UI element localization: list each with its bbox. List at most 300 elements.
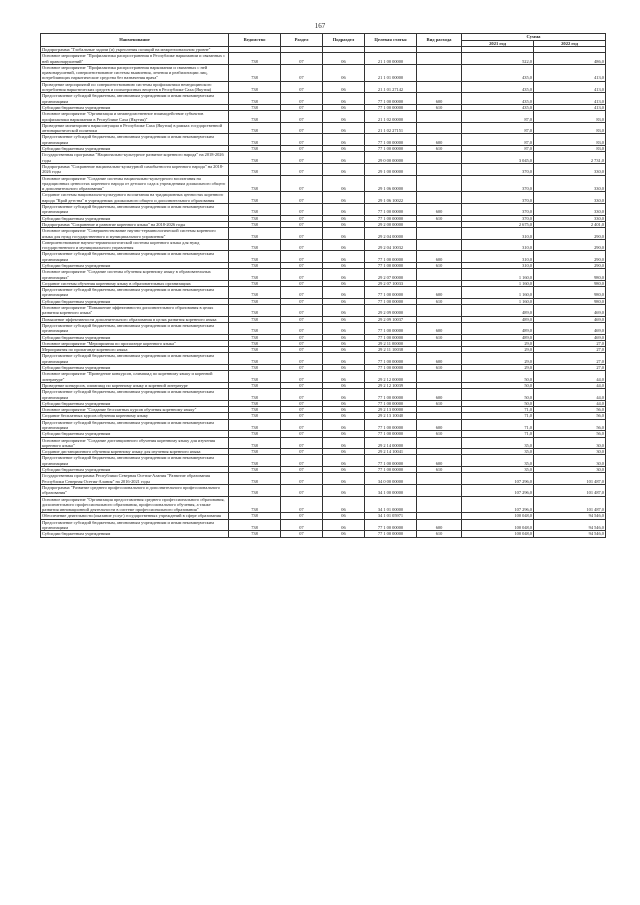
cell-section: 07 — [281, 419, 323, 431]
cell-target: 77 1 00 00000 — [365, 455, 417, 467]
cell-target: 77 1 00 00000 — [365, 431, 417, 437]
cell-ministry: 738 — [229, 322, 281, 334]
cell-section: 07 — [281, 389, 323, 401]
cell-ministry: 738 — [229, 407, 281, 413]
cell-section: 07 — [281, 269, 323, 281]
cell-target: 34 1 00 00000 — [365, 484, 417, 496]
cell-subsection: 06 — [323, 340, 365, 346]
header-target: Целевая статья — [365, 34, 417, 47]
cell-expense-type: 600 — [417, 204, 462, 216]
cell-expense-type — [417, 53, 462, 65]
cell-target: 77 1 00 00000 — [365, 204, 417, 216]
cell-2021: 489,0 — [462, 322, 534, 334]
cell-section: 07 — [281, 449, 323, 455]
cell-target: 77 1 00 00000 — [365, 400, 417, 406]
cell-2021: 370,0 — [462, 175, 534, 192]
cell-section: 07 — [281, 316, 323, 322]
cell-ministry: 738 — [229, 93, 281, 105]
table-row — [41, 93, 606, 105]
cell-2021: 1 160,0 — [462, 280, 534, 286]
cell-target: 29 2 07 10033 — [365, 280, 417, 286]
cell-2021: 489,0 — [462, 305, 534, 317]
cell-section: 07 — [281, 322, 323, 334]
cell-name: Основное мероприятие "Мероприятия по пропаганде коренного языка" — [41, 340, 229, 346]
cell-2021: 100 048,0 — [462, 513, 534, 519]
cell-subsection: 06 — [323, 413, 365, 419]
cell-2022: 30,0 — [534, 437, 606, 449]
cell-2021: 1 160,0 — [462, 298, 534, 304]
cell-subsection: 06 — [323, 519, 365, 531]
cell-target: 77 1 00 00000 — [365, 146, 417, 152]
cell-ministry: 738 — [229, 215, 281, 221]
cell-name: Субсидии бюджетным учреждениям — [41, 334, 229, 340]
cell-target: 29 2 00 00000 — [365, 221, 417, 227]
cell-2022: 469,0 — [534, 316, 606, 322]
cell-2022: 44,0 — [534, 400, 606, 406]
cell-ministry: 738 — [229, 334, 281, 340]
cell-section: 07 — [281, 146, 323, 152]
cell-expense-type: 600 — [417, 419, 462, 431]
cell-name: Основное мероприятие "Повышение эффективности дополнительного образования в целях развития коренного языка" — [41, 305, 229, 317]
cell-subsection: 06 — [323, 215, 365, 221]
cell-expense-type: 610 — [417, 146, 462, 152]
table-row — [41, 204, 606, 216]
table-row — [41, 437, 606, 449]
cell-section: 07 — [281, 400, 323, 406]
cell-subsection: 06 — [323, 134, 365, 146]
cell-name: Предоставление субсидий бюджетным, автономным учреждениям и иным некоммерческим организациям — [41, 353, 229, 365]
cell-2022: 83,0 — [534, 134, 606, 146]
cell-section: 07 — [281, 251, 323, 263]
cell-target: 77 1 00 00000 — [365, 467, 417, 473]
cell-2022: 83,0 — [534, 122, 606, 134]
cell-2021: 71,0 — [462, 407, 534, 413]
cell-section: 07 — [281, 93, 323, 105]
cell-subsection: 06 — [323, 192, 365, 204]
cell-name: Предоставление субсидий бюджетным, автономным учреждениям и иным некоммерческим организациям — [41, 389, 229, 401]
cell-subsection: 06 — [323, 419, 365, 431]
cell-subsection: 06 — [323, 347, 365, 353]
cell-subsection: 06 — [323, 389, 365, 401]
cell-target: 21 1 01 00000 — [365, 64, 417, 81]
cell-target: 21 1 01 27142 — [365, 81, 417, 93]
cell-subsection: 06 — [323, 251, 365, 263]
cell-section: 07 — [281, 204, 323, 216]
cell-name: Основное мероприятие "Создание системы обучения коренному языку в образовательных организациях" — [41, 269, 229, 281]
cell-name: Предоставление субсидий бюджетным, автономным учреждениям и иным некоммерческим организациям — [41, 419, 229, 431]
cell-2022: 101 487,0 — [534, 496, 606, 513]
cell-expense-type — [417, 81, 462, 93]
table-row — [41, 239, 606, 251]
cell-expense-type — [417, 64, 462, 81]
table-row — [41, 269, 606, 281]
cell-section: 07 — [281, 163, 323, 175]
cell-ministry: 738 — [229, 221, 281, 227]
table-row — [41, 163, 606, 175]
cell-ministry: 738 — [229, 316, 281, 322]
cell-section: 07 — [281, 64, 323, 81]
table-row — [41, 419, 606, 431]
cell-subsection: 06 — [323, 269, 365, 281]
cell-2021: 1 160,0 — [462, 269, 534, 281]
cell-2022: 27,0 — [534, 340, 606, 346]
budget-table — [40, 33, 606, 538]
cell-subsection: 06 — [323, 365, 365, 371]
cell-subsection: 06 — [323, 262, 365, 268]
cell-ministry: 738 — [229, 365, 281, 371]
cell-subsection: 06 — [323, 204, 365, 216]
cell-section: 07 — [281, 152, 323, 164]
cell-ministry: 738 — [229, 347, 281, 353]
cell-target: 77 1 00 00000 — [365, 353, 417, 365]
cell-section: 07 — [281, 175, 323, 192]
cell-name: Создание бесплатных курсов обучения коренному языку — [41, 413, 229, 419]
cell-section: 07 — [281, 334, 323, 340]
cell-subsection: 06 — [323, 239, 365, 251]
cell-2022: 94 546,0 — [534, 531, 606, 537]
header-name: Наименование — [41, 34, 229, 47]
cell-name: Основное мероприятие "Организация предоставления среднего профессионального образования, дополнительного профессионального образования, профессионального обучения, а также развития инновационной деятельности в системе профессионального образования" — [41, 496, 229, 513]
cell-expense-type: 600 — [417, 134, 462, 146]
cell-ministry: 738 — [229, 262, 281, 268]
cell-subsection: 06 — [323, 496, 365, 513]
cell-target: 29 2 12 00000 — [365, 371, 417, 383]
cell-section: 07 — [281, 81, 323, 93]
table-row — [41, 484, 606, 496]
cell-ministry: 738 — [229, 104, 281, 110]
cell-ministry: 738 — [229, 228, 281, 240]
cell-ministry: 738 — [229, 455, 281, 467]
cell-section: 07 — [281, 305, 323, 317]
cell-name: Предоставление субсидий бюджетным, автономным учреждениям и иным некоммерческим организациям — [41, 251, 229, 263]
cell-2022: 486,0 — [534, 53, 606, 65]
cell-ministry: 738 — [229, 419, 281, 431]
cell-target: 77 1 00 00000 — [365, 251, 417, 263]
cell-ministry: 738 — [229, 111, 281, 123]
cell-target: 77 1 00 00000 — [365, 215, 417, 221]
cell-target: 77 1 00 00000 — [365, 134, 417, 146]
cell-2022: 980,0 — [534, 287, 606, 299]
page-number: 167 — [314, 22, 326, 30]
cell-ministry: 738 — [229, 437, 281, 449]
table-row — [41, 122, 606, 134]
cell-target: 29 2 11 10038 — [365, 347, 417, 353]
cell-subsection: 06 — [323, 353, 365, 365]
cell-target: 77 1 00 00000 — [365, 334, 417, 340]
cell-2022: 980,0 — [534, 269, 606, 281]
cell-name: Предоставление субсидий бюджетным, автономным учреждениям и иным некоммерческим организациям — [41, 519, 229, 531]
table-row — [41, 152, 606, 164]
cell-2021: 370,0 — [462, 192, 534, 204]
cell-expense-type: 600 — [417, 287, 462, 299]
cell-target: 34 1 01 00000 — [365, 496, 417, 513]
table-row — [41, 111, 606, 123]
cell-expense-type — [417, 111, 462, 123]
cell-name: Создание системы обучения коренному языку в образовательных организациях — [41, 280, 229, 286]
cell-2022: 101 487,0 — [534, 484, 606, 496]
table-row — [41, 322, 606, 334]
cell-2022: 469,0 — [534, 305, 606, 317]
cell-target: 21 1 00 00000 — [365, 53, 417, 65]
table-row — [41, 175, 606, 192]
cell-2022: 44,0 — [534, 389, 606, 401]
cell-subsection: 06 — [323, 513, 365, 519]
cell-expense-type — [417, 122, 462, 134]
table-row — [41, 53, 606, 65]
cell-2021: 87,0 — [462, 122, 534, 134]
cell-expense-type — [417, 175, 462, 192]
cell-ministry: 738 — [229, 64, 281, 81]
cell-target: 29 2 11 00000 — [365, 340, 417, 346]
cell-2021: 100 048,0 — [462, 519, 534, 531]
cell-section: 07 — [281, 53, 323, 65]
cell-2022: 30,0 — [534, 455, 606, 467]
cell-target: 77 1 00 00000 — [365, 519, 417, 531]
cell-expense-type: 600 — [417, 353, 462, 365]
cell-2021: 50,0 — [462, 389, 534, 401]
cell-target: 29 2 14 00000 — [365, 437, 417, 449]
cell-subsection: 06 — [323, 280, 365, 286]
cell-target: 77 1 00 00000 — [365, 262, 417, 268]
header-year-2022: 2022 год — [534, 40, 606, 47]
table-row — [41, 305, 606, 317]
cell-name: Субсидии бюджетным учреждениям — [41, 146, 229, 152]
cell-2022: 330,0 — [534, 163, 606, 175]
cell-2022: 56,0 — [534, 407, 606, 413]
table-body — [41, 47, 606, 538]
cell-2022: 469,0 — [534, 334, 606, 340]
cell-name: Создание системы национально-культурного воспитания на традиционных ценностях коренного народа "Край детства" в учреждениях дошкольного общего и дополнительного образования — [41, 192, 229, 204]
table-row — [41, 389, 606, 401]
cell-ministry: 738 — [229, 496, 281, 513]
cell-2022: 56,0 — [534, 419, 606, 431]
cell-ministry: 738 — [229, 519, 281, 531]
cell-section: 07 — [281, 371, 323, 383]
cell-name: Государственная программа "Национально-культурное развитие коренного народа" на 2018-2026 годы — [41, 152, 229, 164]
cell-2022: 27,0 — [534, 347, 606, 353]
table-row — [41, 473, 606, 485]
table-row — [41, 134, 606, 146]
cell-2021: 370,0 — [462, 215, 534, 221]
cell-2021: 87,0 — [462, 134, 534, 146]
cell-name: Проведение конкурсов, олимпиад по коренному языку и коренной литературе — [41, 382, 229, 388]
cell-name: Субсидии бюджетным учреждениям — [41, 262, 229, 268]
cell-2022: 101 487,0 — [534, 473, 606, 485]
cell-2022: 94 546,0 — [534, 519, 606, 531]
cell-subsection: 06 — [323, 163, 365, 175]
cell-target: 77 1 00 00000 — [365, 287, 417, 299]
header-ministry: Ведомство — [229, 34, 281, 47]
cell-expense-type: 610 — [417, 531, 462, 537]
cell-name: Субсидии бюджетным учреждениям — [41, 431, 229, 437]
table-row — [41, 353, 606, 365]
cell-target: 29 2 09 00000 — [365, 305, 417, 317]
cell-expense-type: 610 — [417, 431, 462, 437]
cell-ministry: 738 — [229, 449, 281, 455]
cell-section: 07 — [281, 496, 323, 513]
cell-name: Субсидии бюджетным учреждениям — [41, 467, 229, 473]
cell-target: 29 1 06 10022 — [365, 192, 417, 204]
cell-ministry: 738 — [229, 204, 281, 216]
cell-section: 07 — [281, 215, 323, 221]
cell-expense-type — [417, 192, 462, 204]
header-subsection: Подраздел — [323, 34, 365, 47]
cell-name: Основное мероприятие "Проведение конкурсов, олимпиад по коренному языку и коренной литературе" — [41, 371, 229, 383]
cell-subsection: 06 — [323, 371, 365, 383]
cell-name: Предоставление субсидий бюджетным, автономным учреждениям и иным некоммерческим организациям — [41, 455, 229, 467]
cell-2021: 35,0 — [462, 449, 534, 455]
cell-name: Предоставление субсидий бюджетным, автономным учреждениям и иным некоммерческим организациям — [41, 204, 229, 216]
cell-2021: 2 675,0 — [462, 221, 534, 227]
cell-ministry: 738 — [229, 473, 281, 485]
cell-2021: 29,0 — [462, 353, 534, 365]
cell-name: Обеспечение деятельности (оказание услуг) государственных учреждений в сфере образования — [41, 513, 229, 519]
cell-subsection: 06 — [323, 334, 365, 340]
cell-section: 07 — [281, 431, 323, 437]
cell-target: 77 1 00 00000 — [365, 322, 417, 334]
cell-name: Подпрограмма "Развитие среднего профессионального и дополнительного профессионального образования" — [41, 484, 229, 496]
cell-expense-type: 610 — [417, 215, 462, 221]
cell-section: 07 — [281, 513, 323, 519]
cell-name: Подпрограмма "Глобальные задачи (и) укрепления позиций на межрегиональном уровне" — [41, 47, 229, 53]
cell-2022: 413,0 — [534, 104, 606, 110]
cell-name: Субсидии бюджетным учреждениям — [41, 215, 229, 221]
cell-2021: 29,0 — [462, 365, 534, 371]
cell-ministry: 738 — [229, 163, 281, 175]
cell-ministry: 738 — [229, 382, 281, 388]
cell-name: Проведение мероприятий по совершенствованию системы профилактики немедицинского потребления наркотических средств и психотропных веществ в Республике Саха (Якутия) — [41, 81, 229, 93]
cell-name: Создание дистанционного обучения коренному языку для изучения коренного языка — [41, 449, 229, 455]
cell-ministry: 738 — [229, 531, 281, 537]
cell-subsection: 06 — [323, 175, 365, 192]
cell-2021: 29,0 — [462, 347, 534, 353]
cell-name: Предоставление субсидий бюджетным, автономным учреждениям и иным некоммерческим организациям — [41, 134, 229, 146]
cell-name: Основное мероприятие "Создание бесплатных курсов обучения коренному языку" — [41, 407, 229, 413]
cell-target: 77 1 00 00000 — [365, 298, 417, 304]
cell-ministry: 738 — [229, 371, 281, 383]
cell-2021: 435,0 — [462, 93, 534, 105]
cell-2021: 435,0 — [462, 81, 534, 93]
cell-ministry: 738 — [229, 53, 281, 65]
cell-section: 07 — [281, 280, 323, 286]
cell-2021: 370,0 — [462, 204, 534, 216]
table-row — [41, 251, 606, 263]
cell-ministry: 738 — [229, 269, 281, 281]
cell-ministry: 738 — [229, 467, 281, 473]
header-expense-type: Вид расхода — [417, 34, 462, 47]
cell-subsection: 06 — [323, 431, 365, 437]
cell-name: Мероприятия по пропаганде коренного языка — [41, 347, 229, 353]
cell-2022: 980,0 — [534, 298, 606, 304]
cell-subsection: 06 — [323, 53, 365, 65]
cell-2021: 310,0 — [462, 239, 534, 251]
cell-ministry: 738 — [229, 305, 281, 317]
cell-2022: 413,0 — [534, 64, 606, 81]
cell-2021: 107 296,0 — [462, 473, 534, 485]
cell-ministry: 738 — [229, 81, 281, 93]
cell-name: Субсидии бюджетным учреждениям — [41, 531, 229, 537]
table-row — [41, 455, 606, 467]
cell-2022: 413,0 — [534, 81, 606, 93]
cell-expense-type — [417, 239, 462, 251]
cell-section: 07 — [281, 455, 323, 467]
cell-section: 07 — [281, 262, 323, 268]
cell-ministry: 738 — [229, 340, 281, 346]
cell-expense-type — [417, 152, 462, 164]
cell-name: Государственная программа Республики Северная Осетия-Алания "Развитие образования Республики Северная Осетия-Алания" на 2016-2021 годы — [41, 473, 229, 485]
cell-2022: 980,0 — [534, 280, 606, 286]
cell-2022: 44,0 — [534, 371, 606, 383]
cell-2021: 1 160,0 — [462, 287, 534, 299]
cell-name: Основное мероприятие "Профилактика распространения в Республике наркомании и связанных с ней правонарушений" — [41, 53, 229, 65]
cell-2021: 489,0 — [462, 316, 534, 322]
table-row — [41, 64, 606, 81]
cell-section: 07 — [281, 467, 323, 473]
cell-target: 29 1 00 00000 — [365, 163, 417, 175]
cell-section: 07 — [281, 287, 323, 299]
cell-section: 07 — [281, 134, 323, 146]
cell-subsection: 06 — [323, 467, 365, 473]
cell-ministry: 738 — [229, 413, 281, 419]
cell-2022: 27,0 — [534, 365, 606, 371]
cell-expense-type — [417, 163, 462, 175]
cell-expense-type — [417, 305, 462, 317]
cell-2022: 83,0 — [534, 146, 606, 152]
cell-2021: 50,0 — [462, 400, 534, 406]
cell-section: 07 — [281, 407, 323, 413]
cell-ministry: 738 — [229, 192, 281, 204]
cell-target: 77 1 00 00000 — [365, 389, 417, 401]
cell-2021: 50,0 — [462, 382, 534, 388]
cell-expense-type: 600 — [417, 251, 462, 263]
cell-2021: 71,0 — [462, 431, 534, 437]
cell-expense-type: 610 — [417, 334, 462, 340]
cell-2021: 3 045,0 — [462, 152, 534, 164]
cell-section: 07 — [281, 111, 323, 123]
cell-subsection: 06 — [323, 400, 365, 406]
cell-2022: 290,0 — [534, 228, 606, 240]
table-row — [41, 228, 606, 240]
cell-2022: 290,0 — [534, 251, 606, 263]
cell-subsection: 06 — [323, 316, 365, 322]
cell-subsection: 06 — [323, 322, 365, 334]
cell-2021: 435,0 — [462, 104, 534, 110]
cell-subsection: 06 — [323, 122, 365, 134]
cell-ministry: 738 — [229, 251, 281, 263]
cell-section: 07 — [281, 122, 323, 134]
cell-name: Основное мероприятие "Совершенствование научно-терминологической системы коренного языка для нужд государственного и муниципального управления" — [41, 228, 229, 240]
cell-ministry: 738 — [229, 484, 281, 496]
cell-subsection: 06 — [323, 93, 365, 105]
cell-2021: 29,0 — [462, 340, 534, 346]
cell-target: 29 2 12 10039 — [365, 382, 417, 388]
cell-name: Субсидии бюджетным учреждениям — [41, 104, 229, 110]
cell-expense-type: 610 — [417, 365, 462, 371]
cell-2021: 310,0 — [462, 228, 534, 240]
cell-ministry: 738 — [229, 298, 281, 304]
cell-subsection: 06 — [323, 287, 365, 299]
cell-2022: 30,0 — [534, 467, 606, 473]
cell-expense-type: 610 — [417, 262, 462, 268]
cell-2021: 310,0 — [462, 251, 534, 263]
cell-2022: 469,0 — [534, 322, 606, 334]
cell-expense-type — [417, 228, 462, 240]
cell-ministry: 738 — [229, 134, 281, 146]
cell-target: 21 1 02 27151 — [365, 122, 417, 134]
cell-expense-type: 600 — [417, 455, 462, 467]
table-row — [41, 371, 606, 383]
cell-2022: 330,0 — [534, 215, 606, 221]
